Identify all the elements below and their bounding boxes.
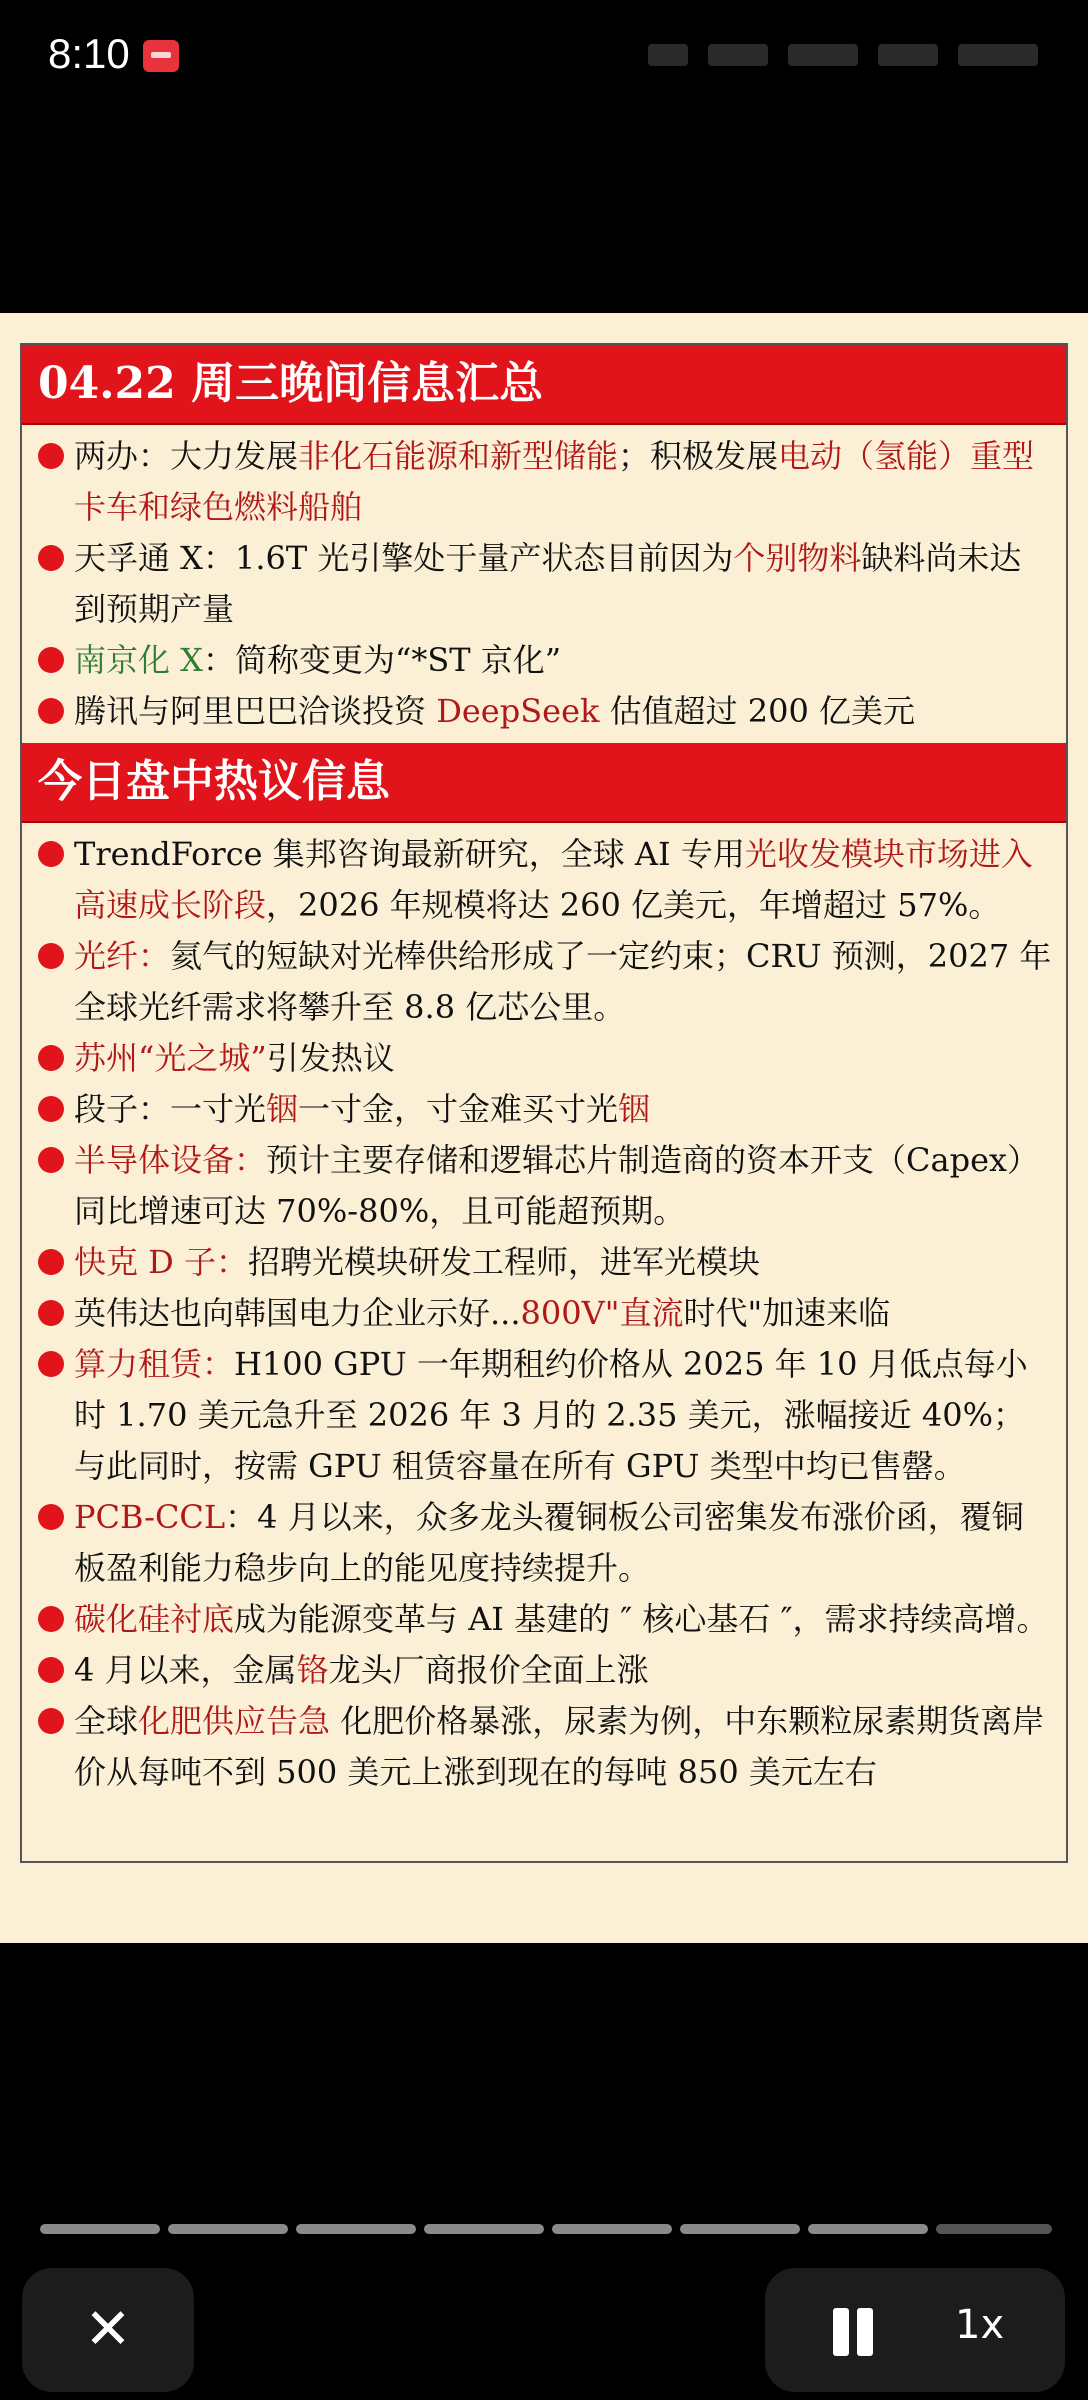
news-item-text: 招聘光模块研发工程师，进军光模块: [248, 1243, 761, 1281]
news-item-text: 4 月以来，金属: [74, 1651, 297, 1689]
intraday-news-list: [22, 823, 1066, 1804]
red-bullet-icon: [38, 1249, 64, 1275]
red-bullet-icon: [38, 943, 64, 969]
news-item: [38, 1084, 1052, 1135]
red-bullet-icon: [38, 841, 64, 867]
app-notification-icon: [143, 40, 179, 72]
news-item-text: 腾讯与阿里巴巴洽谈投资: [74, 692, 437, 730]
evening-news-list: [22, 425, 1066, 743]
red-bullet-icon: [38, 1606, 64, 1632]
news-item-text: 两办：大力发展: [74, 437, 299, 475]
clock-time: 8:10: [48, 30, 130, 77]
news-item-text: 估值超过 200 亿美元: [599, 692, 915, 730]
news-item-text: 铬: [296, 1651, 329, 1689]
news-item-text: 氦气的短缺对光棒供给形成了一定约束；CRU 预测，2027 年全球光纤需求将攀升至 8.8 亿芯公里。: [74, 937, 1052, 1026]
news-item-text: 南京化 X: [74, 641, 203, 679]
news-summary-frame: [20, 343, 1068, 1863]
news-item-text: 引发热议: [266, 1039, 395, 1077]
news-item: [38, 533, 1052, 635]
news-item-text: 非化石能源和新型储能: [298, 437, 619, 475]
news-item: [38, 1135, 1052, 1237]
close-icon: ✕: [84, 2297, 132, 2362]
news-item: [38, 1696, 1052, 1798]
news-item-text: 苏州“光之城”: [74, 1039, 267, 1077]
news-item: [38, 1033, 1052, 1084]
news-item-text: ：4 月以来，众多龙头覆铜板公司密集发布涨价函，覆铜板盈利能力稳步向上的能见度持续提升。: [74, 1498, 1024, 1587]
news-item: [38, 1594, 1052, 1645]
news-item-text: 英伟达也向韩国电力企业示好...: [74, 1294, 521, 1332]
news-item-text: 成为能源变革与 AI 基建的 ″ 核心基石 ″，需求持续高增。: [234, 1600, 1049, 1638]
status-icons: [648, 36, 1048, 76]
news-item: [38, 1237, 1052, 1288]
red-bullet-icon: [38, 545, 64, 571]
news-item-text: DeepSeek: [436, 692, 600, 730]
news-item-text: 段子：一寸光: [74, 1090, 267, 1128]
news-item-text: 800V"直流: [520, 1294, 684, 1332]
red-bullet-icon: [38, 443, 64, 469]
news-item: [38, 1645, 1052, 1696]
news-item-text: 时代"加速来临: [683, 1294, 891, 1332]
pause-icon[interactable]: [827, 2308, 879, 2356]
news-item-text: 个别物料: [733, 539, 862, 577]
red-bullet-icon: [38, 1504, 64, 1530]
red-bullet-icon: [38, 1045, 64, 1071]
red-bullet-icon: [38, 1657, 64, 1683]
news-item: [38, 1288, 1052, 1339]
news-item: [38, 431, 1052, 533]
news-item-text: 天孚通 X：1.6T 光引擎处于量产状态目前因为: [74, 539, 734, 577]
news-image-card: [0, 313, 1088, 1943]
news-item-text: 光收发模块市场进入高速成长阶段: [74, 835, 1033, 924]
news-item-text: 铟: [266, 1090, 299, 1128]
close-button[interactable]: [22, 2268, 194, 2392]
news-item-text: 龙头厂商报价全面上涨: [328, 1651, 649, 1689]
red-bullet-icon: [38, 1096, 64, 1122]
section-title-intraday-hot: 今日盘中热议信息: [22, 743, 1066, 823]
news-item-text: 铟: [618, 1090, 651, 1128]
news-item: [38, 635, 1052, 686]
news-item-text: 预计主要存储和逻辑芯片制造商的资本开支（Capex）同比增速可达 70%-80%，且可能超预期。: [74, 1141, 1040, 1230]
news-item-text: 半导体设备：: [74, 1141, 267, 1179]
news-item-text: 光纤：: [74, 937, 171, 975]
news-item-text: 快克 D 子：: [74, 1243, 249, 1281]
red-bullet-icon: [38, 1708, 64, 1734]
status-bar: [0, 0, 1088, 110]
red-bullet-icon: [38, 1300, 64, 1326]
news-item-text: 化肥价格暴涨，尿素为例，中东颗粒尿素期货离岸价从每吨不到 500 美元上涨到现在的每吨 850 美元左右: [74, 1702, 1045, 1791]
red-bullet-icon: [38, 1147, 64, 1173]
news-item-text: ，2026 年规模将达 260 亿美元，年增超过 57%。: [266, 886, 1001, 924]
red-bullet-icon: [38, 647, 64, 673]
story-progress-bar: [40, 2224, 1052, 2234]
news-item-text: 化肥供应告急: [138, 1702, 331, 1740]
news-item-text: 缺料尚未达到预期产量: [74, 539, 1022, 628]
news-item: [38, 829, 1052, 931]
news-item-text: 全球: [74, 1702, 139, 1740]
news-item: [38, 1339, 1052, 1492]
news-item-text: PCB-CCL: [74, 1498, 226, 1536]
news-item-text: 一寸金，寸金难买寸光: [298, 1090, 619, 1128]
red-bullet-icon: [38, 1351, 64, 1377]
news-item-text: 碳化硅衬底: [74, 1600, 235, 1638]
playback-speed-button[interactable]: 1x: [955, 2302, 1005, 2348]
news-item-text: TrendForce 集邦咨询最新研究，全球 AI 专用: [74, 835, 745, 873]
news-item-text: H100 GPU 一年期租约价格从 2025 年 10 月低点每小时 1.70 美元急升至 2026 年 3 月的 2.35 美元，涨幅接近 40%；与此同时，按需 GPU 租赁容量在所有 GPU 类型中均已售罄。: [74, 1345, 1028, 1485]
playback-controls: [765, 2268, 1065, 2392]
news-item: [38, 1492, 1052, 1594]
section-title-evening-summary: 04.22 周三晚间信息汇总: [22, 345, 1066, 425]
red-bullet-icon: [38, 698, 64, 724]
news-item: [38, 686, 1052, 737]
news-item-text: ；积极发展: [618, 437, 779, 475]
news-item-text: 电动（氢能）重型卡车和绿色燃料船舶: [74, 437, 1035, 526]
news-item-text: 算力租赁：: [74, 1345, 235, 1383]
news-item: [38, 931, 1052, 1033]
news-item-text: ：简称变更为“*ST 京化”: [202, 641, 562, 679]
